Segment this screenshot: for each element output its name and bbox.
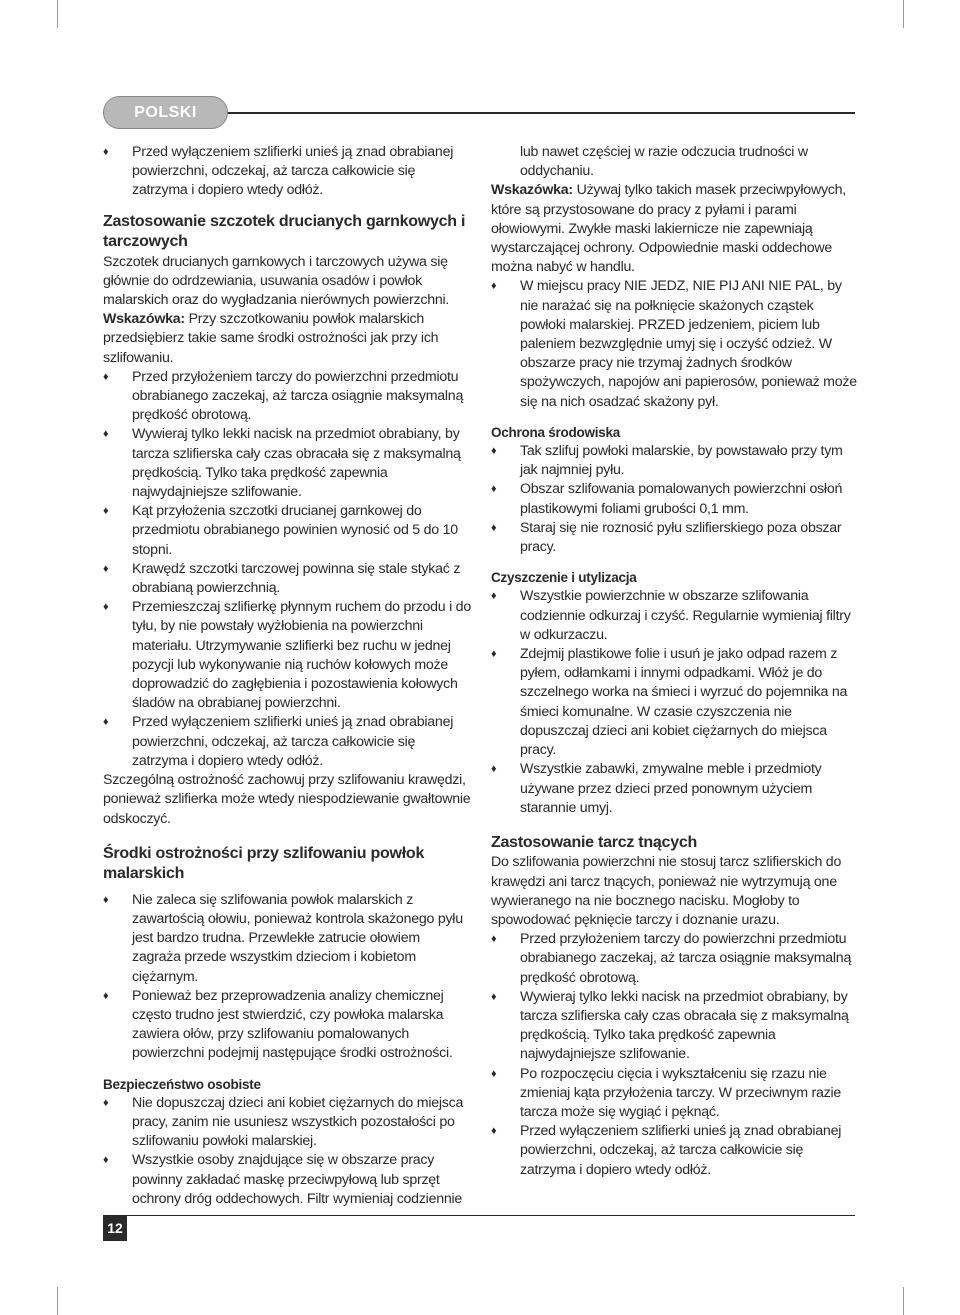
tip-label: Wskazówka: xyxy=(103,311,185,328)
tip-text: Używaj tylko takich masek przeciwpyłowych, które są przystosowane do pracy z pyłami i parami ołowiowymi. Zwykłe maski lakiernicze nie zapewniają wystarczającej ochrony. Odpowiednie maski oddechowe można nabyć w handlu. xyxy=(491,182,846,276)
list-item: ♦ Zdejmij plastikowe folie i usuń je jako odpad razem z pyłem, odłamkami i innymi odpadkami. Włóż je do szczelnego worka na śmieci i wyrzuć do pojemnika na śmieci komunalne. W czasie czyszczenia nie dopuszczaj dzieci ani kobiet ciężarnych do miejsca pracy. xyxy=(491,645,859,760)
right-column xyxy=(491,143,859,1180)
list-item: ♦ Krawędź szczotki tarczowej powinna się stale stykać z obrabianą powierzchnią. xyxy=(103,560,471,598)
list-item: ♦ W miejscu pracy NIE JEDZ, NIE PIJ ANI NIE PAL, by nie narażać się na połknięcie skażonych cząstek powłoki malarskiej. PRZED jedzeniem, piciem lub paleniem bezwzględnie umyj się i oczyść odzież. W obszarze pracy nie trzymaj żadnych środków spożywczych, napojów ani papierosów, ponieważ może się na nich osadzać skażony pył. xyxy=(491,277,859,411)
list-item: ♦ Wszystkie powierzchnie w obszarze szlifowania codziennie odkurzaj i czyść. Regularnie wymieniaj filtry w odkurzaczu. xyxy=(491,587,859,645)
list-item: ♦ Nie zaleca się szlifowania powłok malarskich z zawartością ołowiu, ponieważ kontrola skażonego pyłu jest bardzo trudna. Przewlekłe zatrucie ołowiem zagraża przede wszystkim dzieciom i kobietom ciężarnym. xyxy=(103,891,471,987)
list-item: ♦ Nie dopuszczaj dzieci ani kobiet ciężarnych do miejsca pracy, zanim nie usuniesz wszystkich pozostałości po szlifowaniu powłoki malarskiej. xyxy=(103,1094,471,1152)
list-item: ♦ Wszystkie osoby znajdujące się w obszarze pracy powinny zakładać maskę przeciwpyłową lub sprzęt ochrony dróg oddechowych. Filtr wymieniaj codziennie xyxy=(103,1151,471,1209)
subheading-environment: Ochrona środowiska xyxy=(491,424,621,440)
paragraph: Szczotek drucianych garnkowych i tarczowych używa się głównie do odrdzewiania, usuwania osadów i powłok malarskich oraz do wygładzania nierównych powierzchni. xyxy=(103,253,450,309)
paragraph: lub nawet częściej w razie odczucia trudności w oddychaniu. xyxy=(520,144,808,180)
paragraph: Szczególną ostrożność zachowuj przy szlifowaniu krawędzi, ponieważ szlifierka może wtedy niespodziewanie gwałtownie odskoczyć. xyxy=(103,772,471,827)
page-number: 12 xyxy=(103,1215,127,1241)
subheading-cleaning: Czyszczenie i utylizacja xyxy=(491,570,637,586)
tip-text: Przy szczotkowaniu powłok malarskich przedsiębierz takie same środki ostrożności jak przy ich szlifowaniu. xyxy=(103,311,439,366)
crop-mark xyxy=(903,1287,904,1315)
list-item: ♦ Wywieraj tylko lekki nacisk na przedmiot obrabiany, by tarcza szlifierska cały czas obracała się z maksymalną prędkością. Tylko taka prędkość zapewnia najwydajniejsze szlifowanie. xyxy=(103,425,471,502)
list-item: ♦ Po rozpoczęciu cięcia i wykształceniu się rzazu nie zmieniaj kąta przyłożenia tarczy. W przeciwnym razie tarcza może się wygiąć i pęknąć. xyxy=(491,1065,859,1123)
list-item: ♦ Przed wyłączeniem szlifierki unieś ją znad obrabianej powierzchni, odczekaj, aż tarcza całkowicie się zatrzyma i dopiero wtedy odłóż. xyxy=(103,713,471,771)
tip-paragraph xyxy=(491,181,859,277)
crop-mark xyxy=(903,0,904,28)
subheading-safety: Bezpieczeństwo osobiste xyxy=(103,1076,261,1092)
crop-mark xyxy=(57,1287,58,1315)
list-item: ♦ Wszystkie zabawki, zmywalne meble i przedmioty używane przez dzieci przed ponownym użyciem starannie umyj. xyxy=(491,760,859,818)
section-heading-paint: Środki ostrożności przy szlifowaniu powłok malarskich xyxy=(103,844,425,883)
list-item: ♦ Przed wyłączeniem szlifierki unieś ją znad obrabianej powierzchni, odczekaj, aż tarcza całkowicie się zatrzyma i dopiero wtedy odłóż. xyxy=(103,143,471,201)
language-tab: POLSKI xyxy=(103,96,228,129)
paragraph: Do szlifowania powierzchni nie stosuj tarcz szlifierskich do krawędzi ani tarcz tnących, ponieważ nie wytrzymują one wywieranego na nie bocznego nacisku. Mogłoby to spowodować pęknięcie tarczy i doznanie urazu. xyxy=(491,854,842,929)
list-item: ♦ Ponieważ bez przeprowadzenia analizy chemicznej często trudno jest stwierdzić, czy powłoka malarska zawiera ołów, przy szlifowaniu pomalowanych powierzchni podejmij następujące środki ostrożności. xyxy=(103,987,471,1064)
footer-rule xyxy=(103,1215,855,1216)
list-item: ♦ Obszar szlifowania pomalowanych powierzchni osłoń plastikowymi foliami grubości 0,1 mm. xyxy=(491,480,859,518)
tip-label: Wskazówka: xyxy=(491,182,573,199)
section-heading-cutting: Zastosowanie tarcz tnących xyxy=(491,833,698,851)
left-column xyxy=(103,143,471,1209)
tip-paragraph xyxy=(103,310,471,368)
section-heading-brushes: Zastosowanie szczotek drucianych garnkowych i tarczowych xyxy=(103,212,466,251)
list-item: ♦ Kąt przyłożenia szczotki drucianej garnkowej do przedmiotu obrabianego powinien wynosić od 5 do 10 stopni. xyxy=(103,502,471,560)
list-item: ♦ Staraj się nie roznosić pyłu szlifierskiego poza obszar pracy. xyxy=(491,519,859,557)
list-item: ♦ Przed przyłożeniem tarczy do powierzchni przedmiotu obrabianego zaczekaj, aż tarcza osiągnie maksymalną prędkość obrotową. xyxy=(491,930,859,988)
list-item: ♦ Przed przyłożeniem tarczy do powierzchni przedmiotu obrabianego zaczekaj, aż tarcza osiągnie maksymalną prędkość obrotową. xyxy=(103,368,471,426)
crop-mark xyxy=(57,0,58,28)
list-item: ♦ Wywieraj tylko lekki nacisk na przedmiot obrabiany, by tarcza szlifierska cały czas obracała się z maksymalną prędkością. Tylko taka prędkość zapewnia najwydajniejsze szlifowanie. xyxy=(491,988,859,1065)
list-item: ♦ Przemieszczaj szlifierkę płynnym ruchem do przodu i do tyłu, by nie powstały wyżłobienia na powierzchni materiału. Utrzymywanie szlifierki bez ruchu w jednej pozycji lub wykonywanie nią ruchów kołowych może doprowadzić do zagłębienia i pozostawienia kołowych śladów na obrabianej powierzchni. xyxy=(103,598,471,713)
list-item: ♦ Przed wyłączeniem szlifierki unieś ją znad obrabianej powierzchni, odczekaj, aż tarcza całkowicie się zatrzyma i dopiero wtedy odłóż. xyxy=(491,1122,859,1180)
list-item: ♦ Tak szlifuj powłoki malarskie, by powstawało przy tym jak najmniej pyłu. xyxy=(491,442,859,480)
